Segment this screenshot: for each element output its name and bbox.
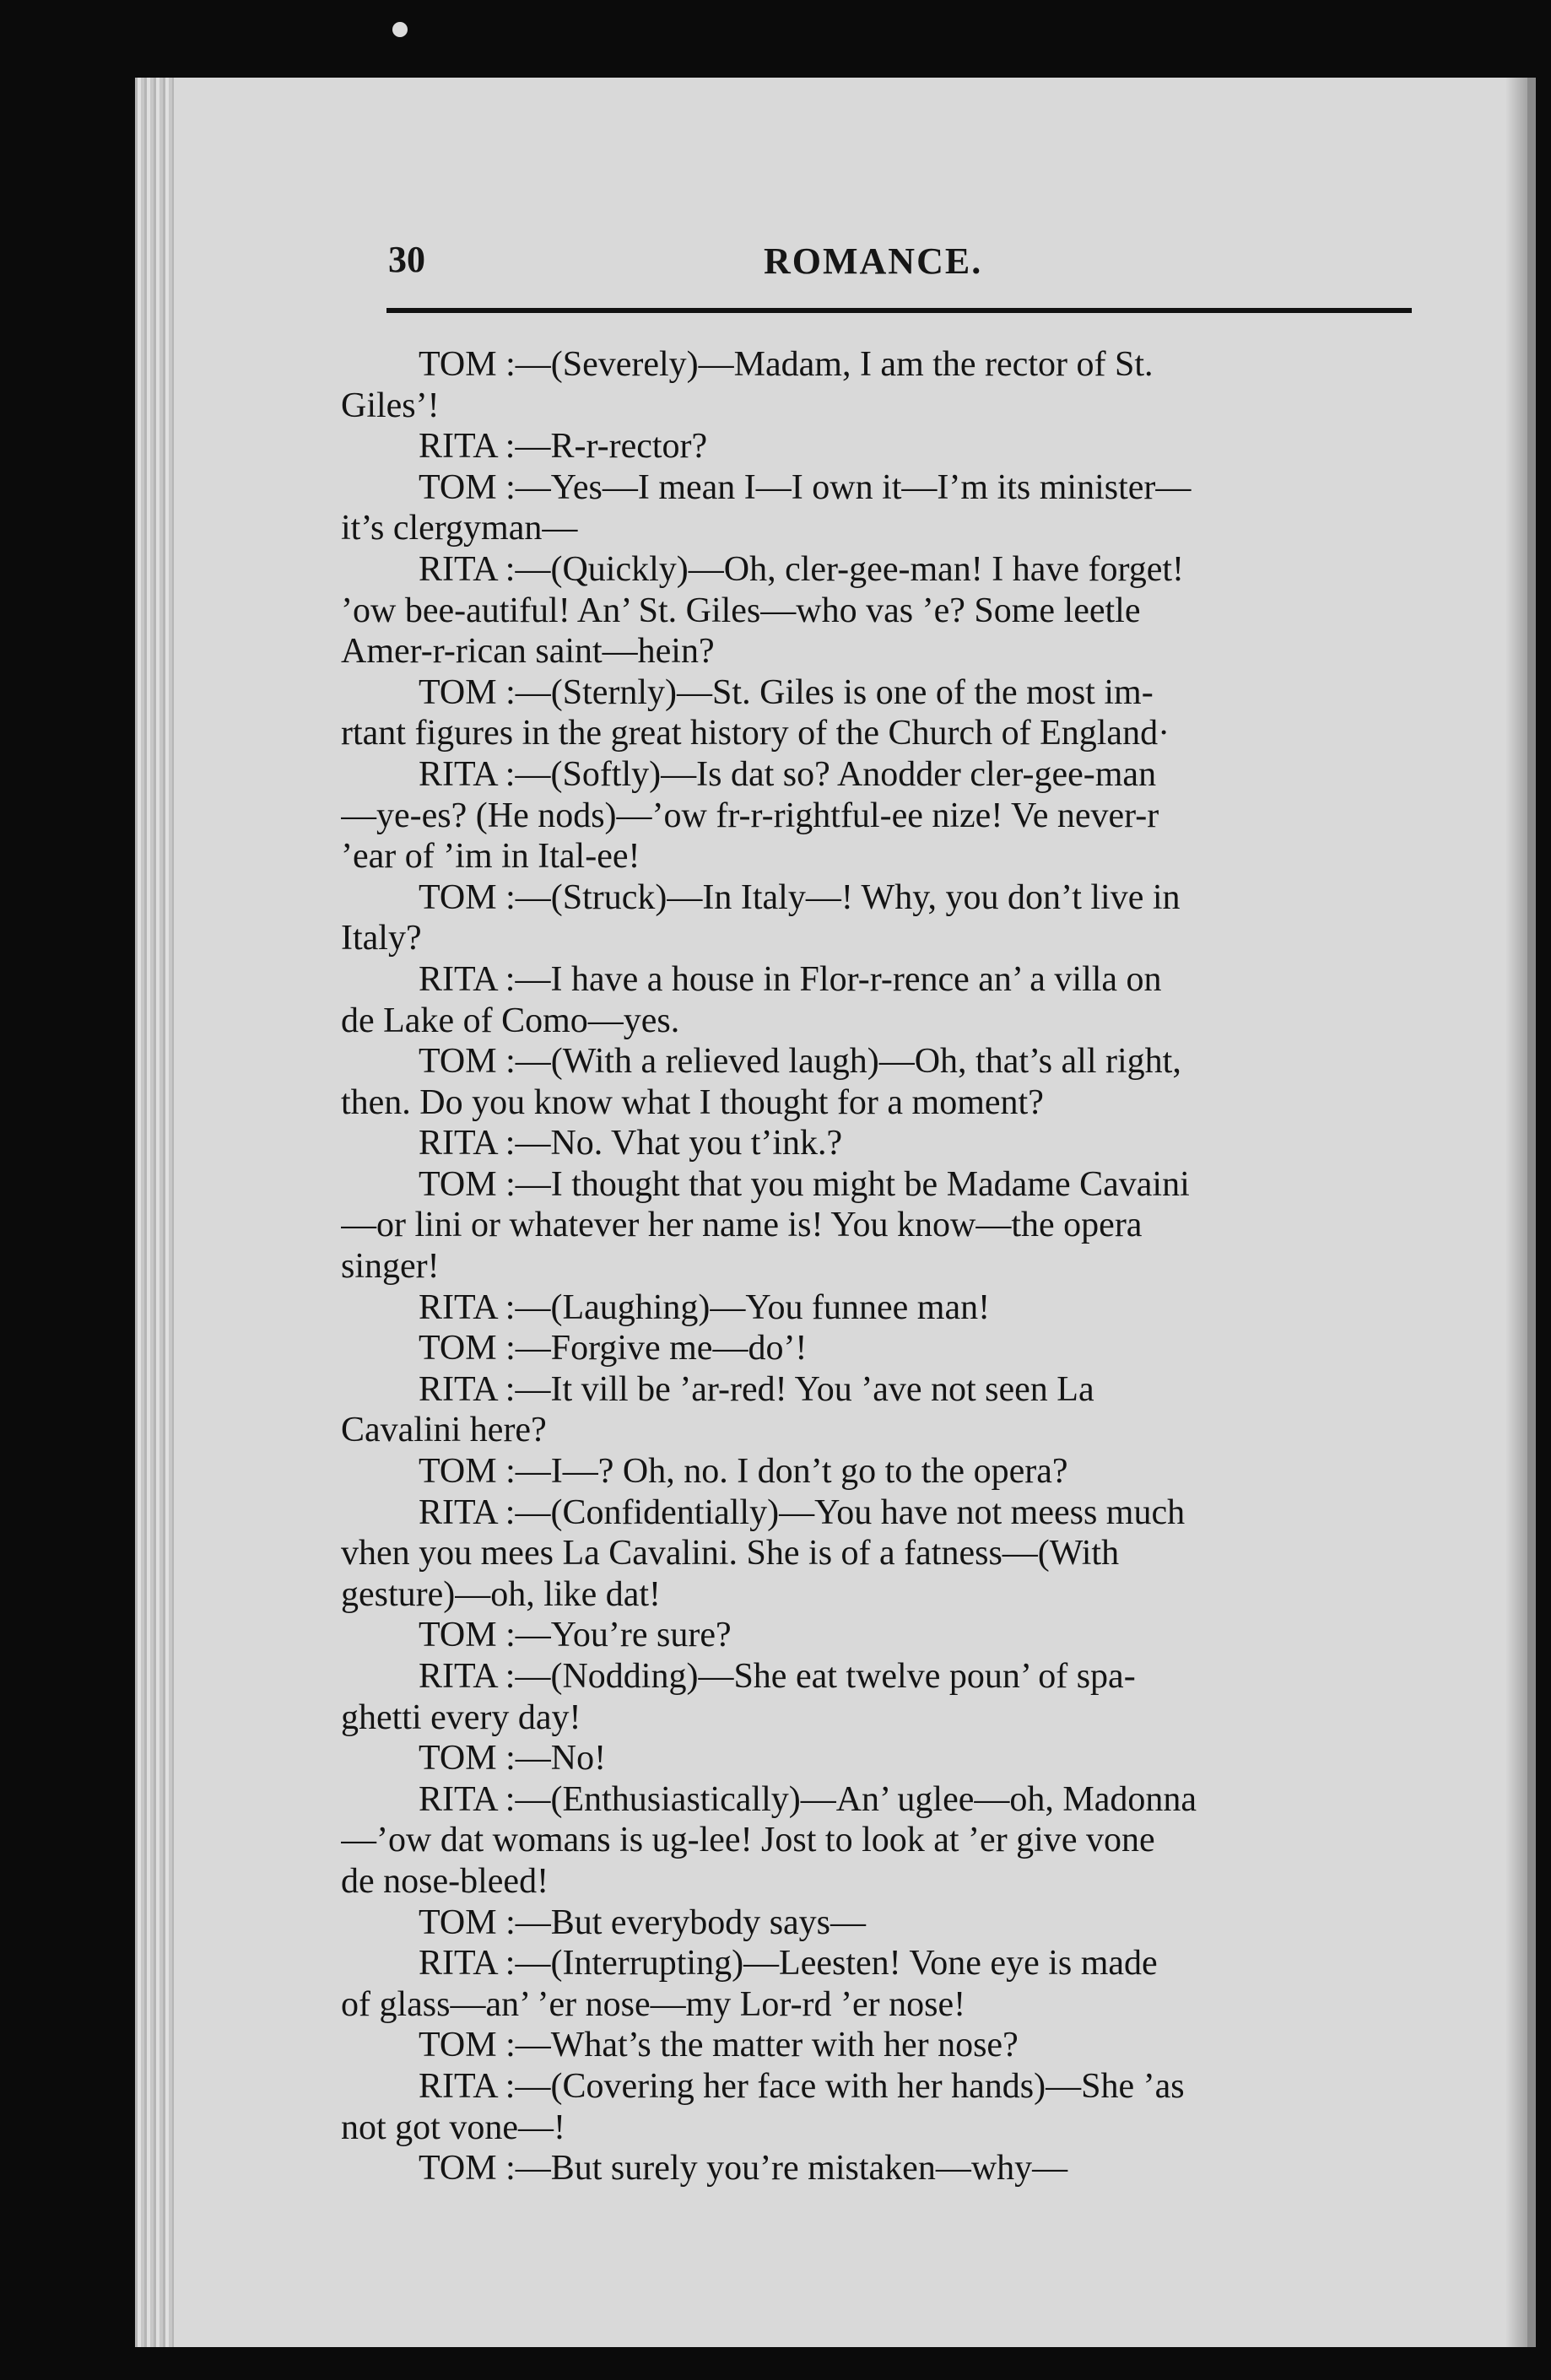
text-line: TOM :—(Struck)—In Italy—! Why, you don’t live in bbox=[419, 877, 1181, 917]
text-line: then. Do you know what I thought for a moment? bbox=[341, 1082, 1044, 1122]
text-line: TOM :—But everybody says— bbox=[419, 1902, 867, 1942]
page-binding-edge bbox=[135, 78, 174, 2347]
text-line: it’s clergyman— bbox=[341, 509, 578, 548]
text-line: TOM :—But surely you’re mistaken—why— bbox=[419, 2149, 1068, 2188]
text-line: TOM :—(Severely)—Madam, I am the rector of St. bbox=[419, 345, 1154, 384]
text-line: RITA :—I have a house in Flor-r-rence an’ a villa on bbox=[419, 959, 1162, 999]
header-rule bbox=[386, 308, 1412, 313]
text-line: vhen you mees La Cavalini. She is of a fatness—(With bbox=[341, 1534, 1120, 1573]
page-edge-strip bbox=[1527, 78, 1536, 2347]
page-right-shadow bbox=[1505, 78, 1527, 2347]
text-line: RITA :—(Enthusiastically)—An’ uglee—oh, Madonna bbox=[419, 1779, 1197, 1819]
text-line: —ye-es? (He nods)—’ow fr-r-rightful-ee nize! Ve never-r bbox=[341, 796, 1159, 835]
text-line: gesture)—oh, like dat! bbox=[341, 1574, 662, 1614]
text-line: —’ow dat womans is ug-lee! Jost to look at ’er give vone bbox=[341, 1821, 1155, 1860]
text-line: RITA :—(Softly)—Is dat so? Anodder cler-gee-man bbox=[419, 754, 1157, 794]
page-number: 30 bbox=[388, 239, 425, 280]
text-line: TOM :—Forgive me—do’! bbox=[419, 1329, 808, 1368]
text-line: RITA :—(Covering her face with her hands)—She ’as bbox=[419, 2066, 1185, 2106]
text-line: RITA :—(Interrupting)—Leesten! Vone eye is made bbox=[419, 1944, 1158, 1983]
text-line: ghetti every day! bbox=[341, 1697, 581, 1737]
text-line: TOM :—I thought that you might be Madame Cavaini bbox=[419, 1164, 1190, 1204]
text-line: RITA :—(Laughing)—You funnee man! bbox=[419, 1287, 991, 1327]
text-line: TOM :—(Sternly)—St. Giles is one of the most im- bbox=[419, 672, 1154, 712]
text-line: —or lini or whatever her name is! You know—the opera bbox=[341, 1206, 1143, 1245]
running-title: ROMANCE. bbox=[764, 240, 983, 282]
text-line: ’ow bee-autiful! An’ St. Giles—who vas ’e? Some leetle bbox=[341, 591, 1141, 630]
play-dialogue-text bbox=[341, 344, 1408, 2189]
text-line: RITA :—(Nodding)—She eat twelve poun’ of spa- bbox=[419, 1657, 1136, 1696]
text-line: RITA :—(Quickly)—Oh, cler-gee-man! I have forget! bbox=[419, 549, 1185, 589]
book-page bbox=[135, 78, 1527, 2347]
text-line: Cavalini here? bbox=[341, 1411, 547, 1450]
text-line: Italy? bbox=[341, 919, 422, 958]
text-line: de nose-bleed! bbox=[341, 1861, 549, 1901]
page-header bbox=[388, 238, 1527, 297]
scan-speck bbox=[392, 22, 408, 37]
text-line: RITA :—It vill be ’ar-red! You ’ave not seen La bbox=[419, 1369, 1094, 1409]
text-line: Amer-r-rican saint—hein? bbox=[341, 632, 715, 672]
text-line: TOM :—(With a relieved laugh)—Oh, that’s all right, bbox=[419, 1042, 1181, 1082]
text-line: RITA :—No. Vhat you t’ink.? bbox=[419, 1124, 843, 1163]
text-line: Giles’! bbox=[341, 386, 440, 425]
text-line: TOM :—No! bbox=[419, 1739, 607, 1778]
text-line: of glass—an’ ’er nose—my Lor-rd ’er nose! bbox=[341, 1984, 966, 2024]
text-line: rtant figures in the great history of the Church of England· bbox=[341, 714, 1170, 753]
text-line: de Lake of Como—yes. bbox=[341, 1001, 680, 1040]
text-line: TOM :—You’re sure? bbox=[419, 1616, 732, 1655]
text-line: ’ear of ’im in Ital-ee! bbox=[341, 837, 640, 877]
text-line: TOM :—Yes—I mean I—I own it—I’m its minister— bbox=[419, 467, 1192, 507]
text-line: RITA :—(Confidentially)—You have not meess much bbox=[419, 1492, 1186, 1532]
text-line: TOM :—I—? Oh, no. I don’t go to the opera? bbox=[419, 1452, 1068, 1492]
text-line: singer! bbox=[341, 1247, 440, 1287]
text-line: RITA :—R-r-rector? bbox=[419, 427, 708, 467]
text-line: not got vone—! bbox=[341, 2107, 565, 2147]
text-line: TOM :—What’s the matter with her nose? bbox=[419, 2026, 1019, 2065]
